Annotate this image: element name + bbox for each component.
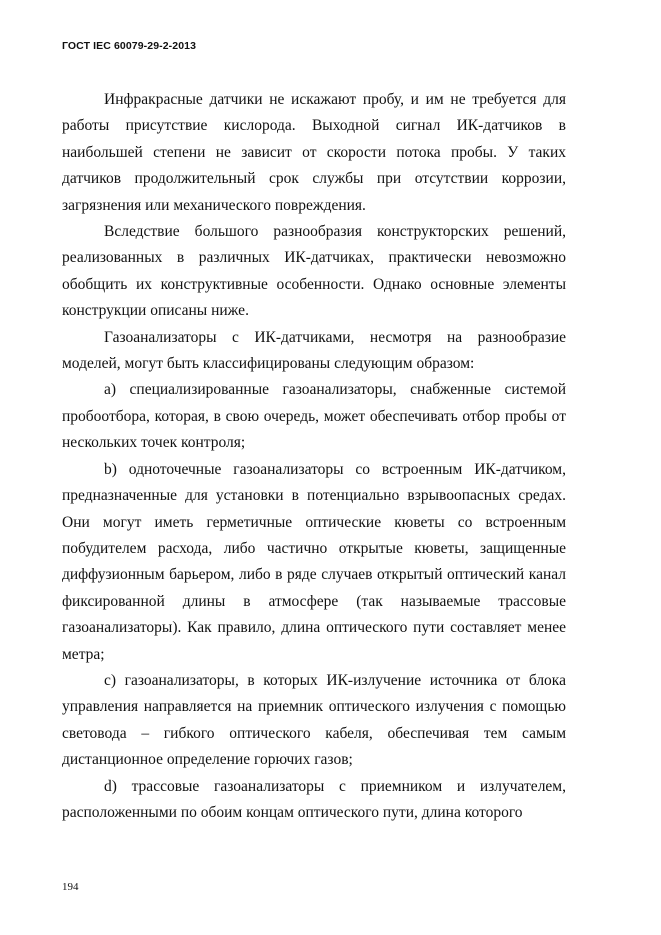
paragraph-list-item-a: a) специализированные газоанализаторы, снабженные системой пробоотбора, которая, в свою очередь, может обеспечивать отбор пробы от нескольких точек контроля;: [62, 381, 566, 452]
page-number: 194: [62, 881, 79, 893]
document-header: ГОСТ IEC 60079-29-2-2013: [62, 40, 197, 52]
document-body: [62, 87, 566, 826]
paragraph-classification-intro: Газоанализаторы с ИК-датчиками, несмотря на разнообразие моделей, могут быть классифицированы следующим образом:: [62, 328, 566, 373]
paragraph-list-item-d: d) трассовые газоанализаторы с приемником и излучателем, расположенными по обоим концам оптического пути, длина которого: [62, 777, 566, 821]
paragraph-ir-sensors-advantages: Инфракрасные датчики не искажают пробу, и им не требуется для работы присутствие кислорода. Выходной сигнал ИК-датчиков в наибольшей степени не зависит от скорости потока пробы. У таких датчиков продолжительный срок службы при отсутствии коррозии, загрязнения или механического повреждения.: [62, 91, 566, 214]
paragraph-list-item-b: b) одноточечные газоанализаторы со встроенным ИК-датчиком, предназначенные для установки в потенциально взрывоопасных средах. Они могут иметь герметичные оптические кюветы со встроенным побудителем расхода, либо частично открытые кюветы, защищенные диффузионным барьером, либо в ряде случаев открытый оптический канал фиксированной длины в атмосфере (так называемые трассовые газоанализаторы). Как правило, длина оптического пути составляет менее метра;: [62, 460, 566, 663]
paragraph-design-diversity: Вследствие большого разнообразия конструкторских решений, реализованных в различных ИК-датчиках, практически невозможно обобщить их конструктивные особенности. Однако основные элементы конструкции описаны ниже.: [62, 223, 566, 320]
paragraph-list-item-c: c) газоанализаторы, в которых ИК-излучение источника от блока управления направляется на приемник оптического излучения с помощью световода – гибкого оптического кабеля, обеспечивая тем самым дистанционное определение горючих газов;: [62, 671, 566, 769]
